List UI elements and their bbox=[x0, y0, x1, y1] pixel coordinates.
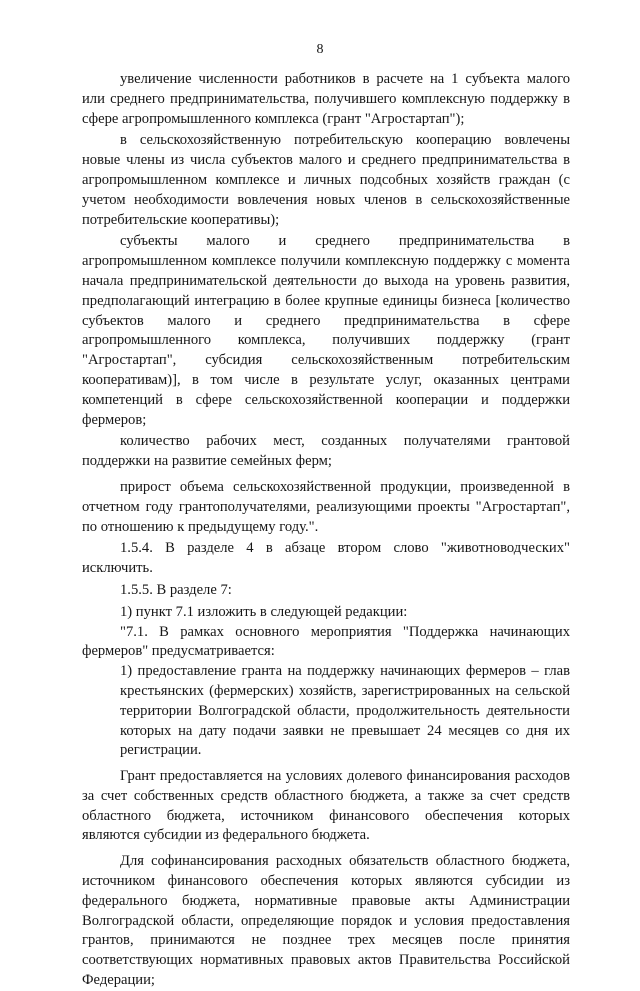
paragraph-grant-conditions: Грант предоставляется на условиях долевого финансирования расходов за счет собственных средств областного бюджета, а также за счет средств областного бюджета, источником финансового обеспечения которых являются субсидии из федерального бюджета. bbox=[82, 768, 570, 844]
paragraph-production-growth: прирост объема сельскохозяйственной продукции, произведенной в отчетном году грантополучателями, реализующими проекты "Агростартап", по отношению к предыдущему году.". bbox=[82, 478, 570, 535]
paragraph-cooperation-members: в сельскохозяйственную потребительскую кооперацию вовлечены новые члены из числа субъектов малого и среднего предпринимательства в агропромышленном комплексе и личных подсобных хозяйств граждан (с учетом необходимости вовлечения новых членов в сельскохозяйственные потребительские кооперативы); bbox=[82, 132, 570, 228]
paragraph-employee-growth: увеличение численности работников в расчете на 1 субъекта малого или среднего предпринимательства, получившего комплексную поддержку в сфере агропромышленного комплекса (грант "Агростартап"); bbox=[82, 71, 570, 127]
paragraph-item-7-1-text: "7.1. В рамках основного мероприятия "Поддержка начинающих фермеров" предусматривается: bbox=[82, 623, 570, 660]
document-body bbox=[82, 70, 570, 991]
paragraph-grant-provision: 1) предоставление гранта на поддержку начинающих фермеров – глав крестьянских (фермерских) хозяйств, зарегистрированных на сельской территории Волгоградской области, продолжительность деятельности которых на дату подачи заявки не превышает 24 месяцев со дня их регистрации. bbox=[120, 663, 570, 759]
paragraph-section-4-amendment: 1.5.4. В разделе 4 в абзаце втором слово "животноводческих" исключить. bbox=[82, 540, 570, 577]
paragraph-sme-support: субъекты малого и среднего предпринимательства в агропромышленном комплексе получили комплексную поддержку с момента начала предпринимательской деятельности до выхода на уровень развития, предполагающий интеграцию в более крупные единицы бизнеса [количество субъектов малого и среднего предпринимательства в сфере агропромышленного комплекса, получивших поддержку (грант "Агростартап", субсидия сельскохозяйственным потребительским кооперативам)], в том числе в результате услуг, оказанных центрами компетенций в сфере сельскохозяйственной кооперации и поддержки фермеров; bbox=[82, 233, 570, 428]
paragraph-cofinancing: Для софинансирования расходных обязательств областного бюджета, источником финансового обеспечения которых являются субсидии из федерального бюджета, нормативные правовые акты Администрации Волгоградской области, определяющие порядок и условия предоставления грантов, принимаются не позднее трех месяцев после принятия соответствующих нормативных правовых актов Правительства Российской Федерации; bbox=[82, 853, 570, 989]
page-number: 8 bbox=[316, 42, 324, 57]
paragraph-item-7-1-instruction: 1) пункт 7.1 изложить в следующей редакции: bbox=[120, 603, 408, 620]
paragraph-section-7-heading: 1.5.5. В разделе 7: bbox=[120, 581, 232, 598]
paragraph-jobs-created: количество рабочих мест, созданных получателями грантовой поддержки на развитие семейных ферм; bbox=[82, 433, 570, 470]
